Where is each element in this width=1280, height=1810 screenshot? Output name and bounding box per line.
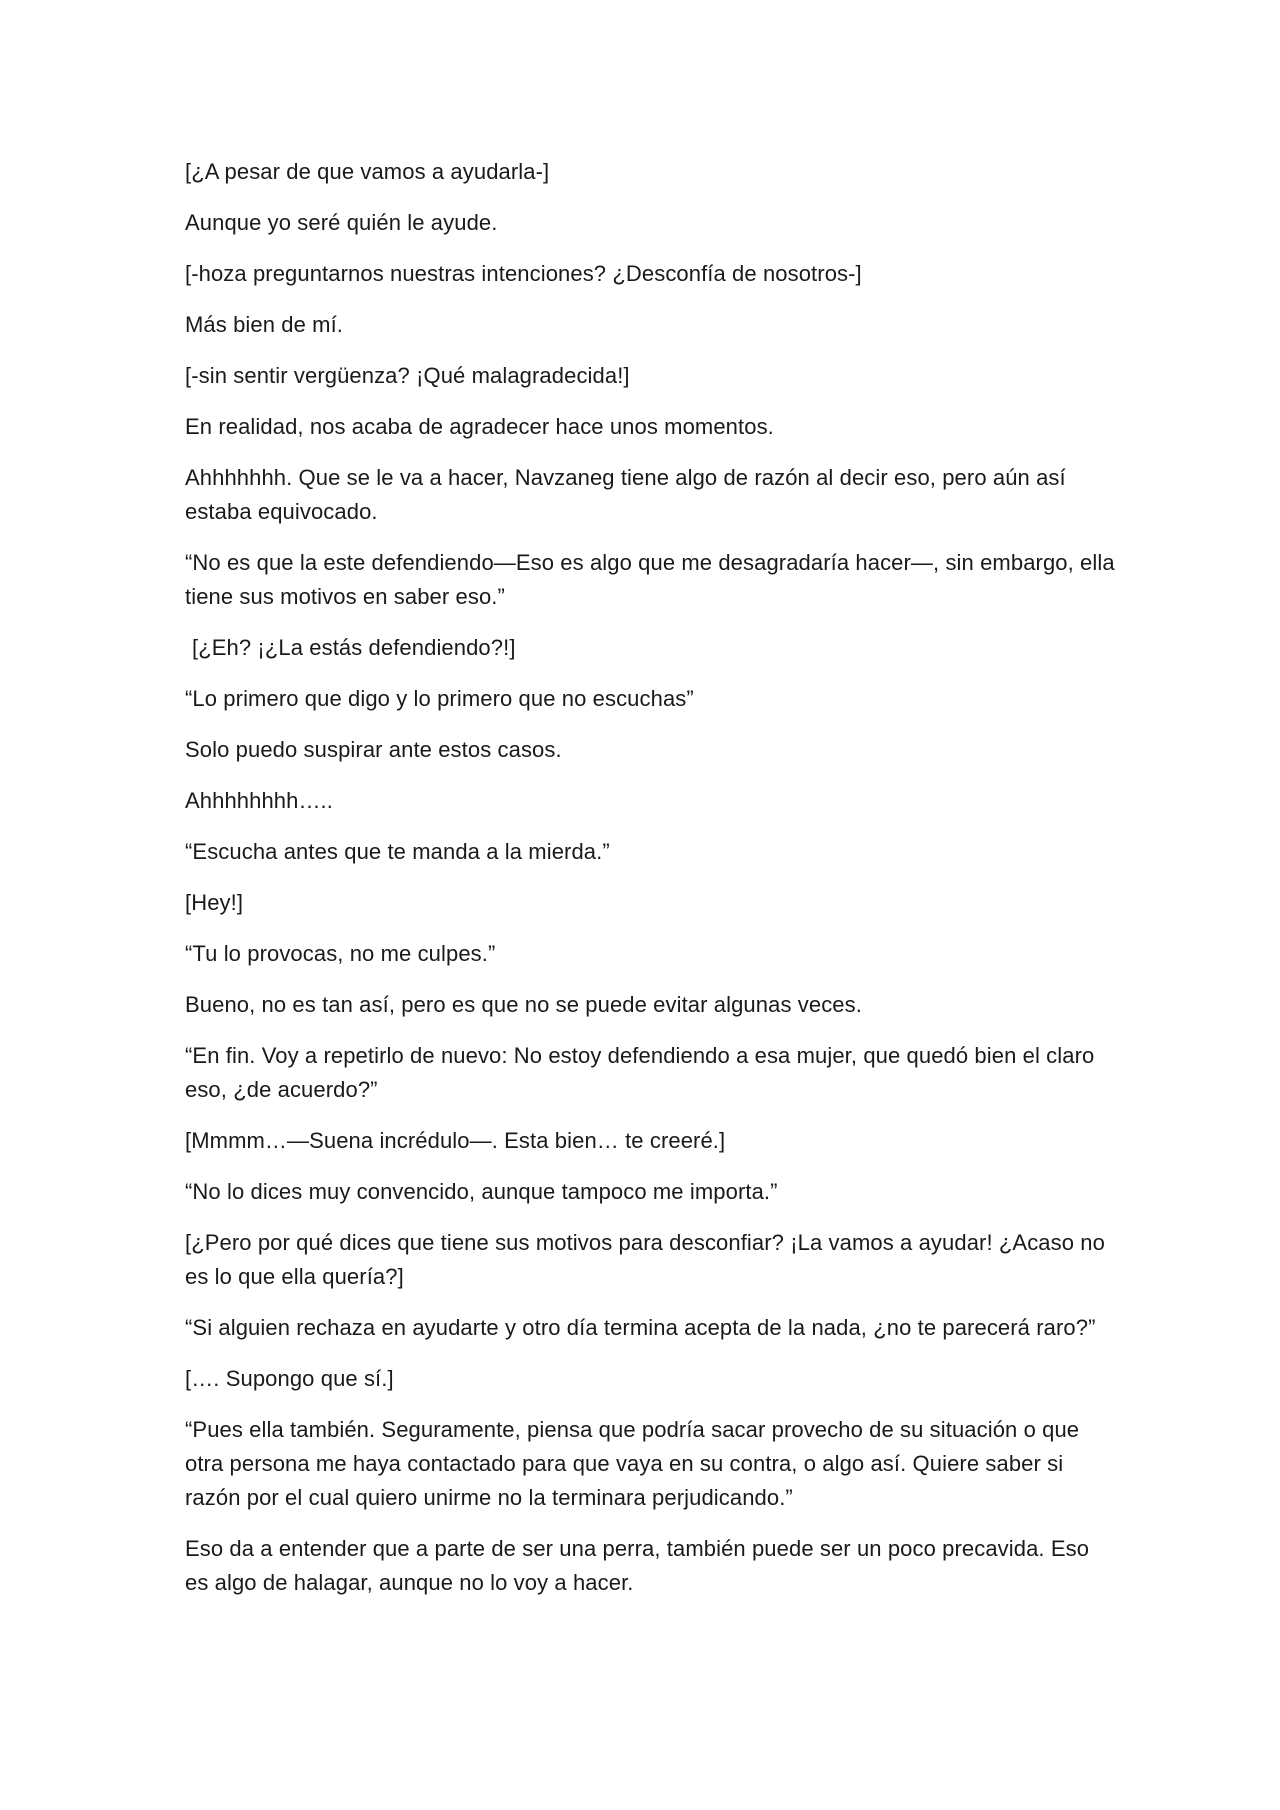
- paragraph-21: “Si alguien rechaza en ayudarte y otro día termina acepta de la nada, ¿no te parecerá raro?”: [185, 1315, 1096, 1340]
- paragraph-15: “Tu lo provocas, no me culpes.”: [185, 941, 496, 966]
- paragraph-10: “Lo primero que digo y lo primero que no escuchas”: [185, 686, 694, 711]
- paragraph-7: Ahhhhhhh. Que se le va a hacer, Navzaneg tiene algo de razón al decir eso, pero aún así estaba equivocado.: [185, 465, 1066, 524]
- paragraph-18: [Mmmm…—Suena incrédulo—. Esta bien… te creeré.]: [185, 1128, 726, 1153]
- paragraph-13: “Escucha antes que te manda a la mierda.”: [185, 839, 610, 864]
- paragraph-23: “Pues ella también. Seguramente, piensa que podría sacar provecho de su situación o que otra persona me haya contactado para que vaya en su contra, o algo así. Quiere saber si razón por el cual quiero unirme no la terminara perjudicando.”: [185, 1417, 1080, 1510]
- paragraph-6: En realidad, nos acaba de agradecer hace unos momentos.: [185, 414, 774, 439]
- paragraph-16: Bueno, no es tan así, pero es que no se puede evitar algunas veces.: [185, 992, 862, 1017]
- paragraph-11: Solo puedo suspirar ante estos casos.: [185, 737, 562, 762]
- paragraph-20: [¿Pero por qué dices que tiene sus motivos para desconfiar? ¡La vamos a ayudar! ¿Acaso no es lo que ella quería?]: [185, 1230, 1105, 1289]
- paragraph-17: “En fin. Voy a repetirlo de nuevo: No estoy defendiendo a esa mujer, que quedó bien el claro eso, ¿de acuerdo?”: [185, 1043, 1095, 1102]
- paragraph-22: […. Supongo que sí.]: [185, 1366, 394, 1391]
- paragraph-3: [-hoza preguntarnos nuestras intenciones? ¿Desconfía de nosotros-]: [185, 261, 862, 286]
- paragraph-8: “No es que la este defendiendo—Eso es algo que me desagradaría hacer—, sin embargo, ella tiene sus motivos en saber eso.”: [185, 550, 1115, 609]
- paragraph-1: [¿A pesar de que vamos a ayudarla-]: [185, 159, 550, 184]
- paragraph-5: [-sin sentir vergüenza? ¡Qué malagradecida!]: [185, 363, 630, 388]
- paragraph-14: [Hey!]: [185, 890, 244, 915]
- paragraph-2: Aunque yo seré quién le ayude.: [185, 210, 498, 235]
- paragraph-19: “No lo dices muy convencido, aunque tampoco me importa.”: [185, 1179, 778, 1204]
- paragraph-9: [¿Eh? ¡¿La estás defendiendo?!]: [192, 635, 516, 660]
- paragraph-24: Eso da a entender que a parte de ser una perra, también puede ser un poco precavida. Eso es algo de halagar, aunque no lo voy a hacer.: [185, 1536, 1090, 1595]
- document-body: [185, 155, 1115, 1617]
- paragraph-4: Más bien de mí.: [185, 312, 344, 337]
- paragraph-12: Ahhhhhhhh…..: [185, 788, 333, 813]
